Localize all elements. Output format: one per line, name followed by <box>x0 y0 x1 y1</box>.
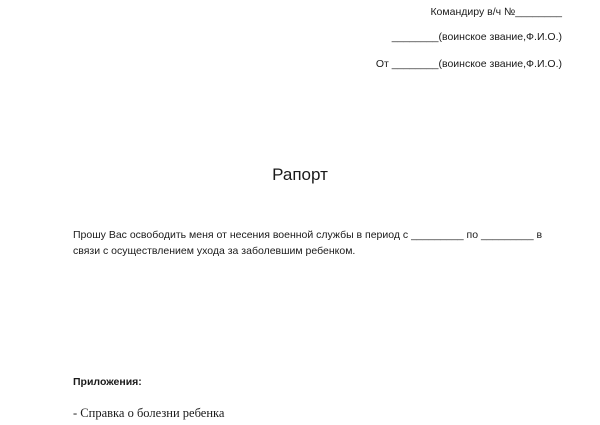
addressee-line: Командиру в/ч №________ <box>430 6 562 18</box>
attachment-item: - Справка о болезни ребенка <box>73 406 225 420</box>
document-title: Рапорт <box>272 165 328 184</box>
body-text-line-1: Прошу Вас освободить меня от несения военной службы в период с _________ по _________ в <box>73 229 543 241</box>
from-line: От ________(воинское звание,Ф.И.О.) <box>375 58 562 70</box>
rank-name-line: ________(воинское звание,Ф.И.О.) <box>391 31 562 43</box>
body-text-line-2: связи с осуществлением ухода за заболевшим ребенком. <box>73 245 356 257</box>
attachments-heading: Приложения: <box>73 376 142 388</box>
